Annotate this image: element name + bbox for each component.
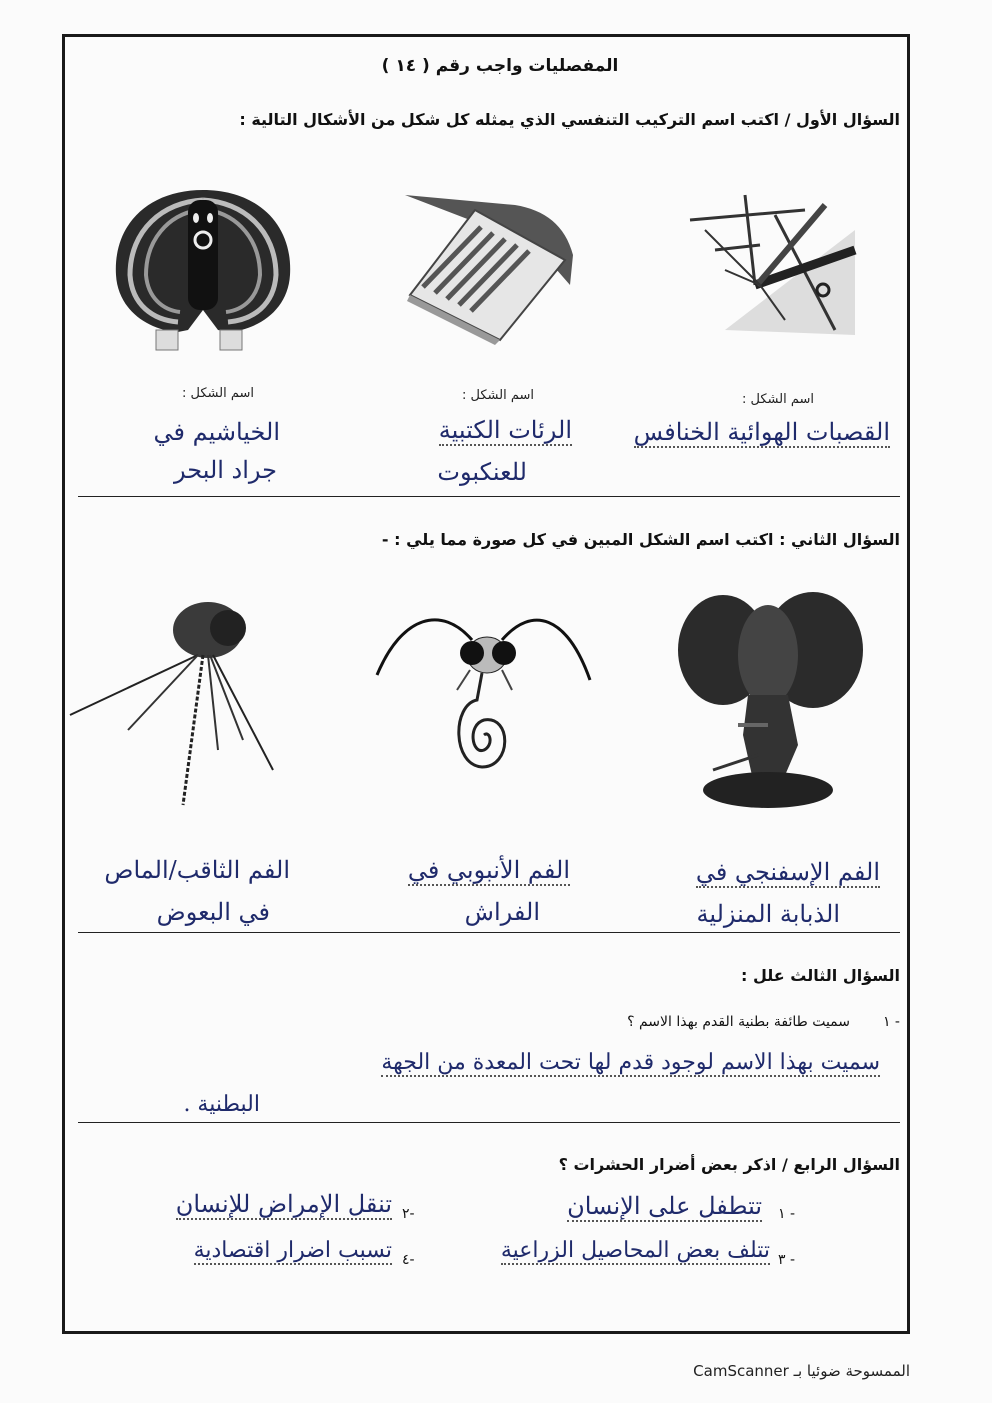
mosquito-mouth-figure xyxy=(68,600,280,815)
answer-housefly-line2: الذبابة المنزلية xyxy=(696,900,840,928)
tracheae-figure xyxy=(685,190,860,335)
answer-q4-2-number: ٢- xyxy=(402,1206,415,1222)
answer-q3-line1: سميت بهذا الاسم لوجود قدم لها تحت المعدة من الجهة xyxy=(381,1050,880,1075)
butterfly-mouth-figure xyxy=(372,595,594,775)
answer-q4-3-number: ٣ - xyxy=(778,1252,796,1268)
answer-q4-4: تسبب اضرار اقتصادية xyxy=(193,1238,392,1263)
answer-q4-1-number: ١ - xyxy=(778,1206,796,1222)
answer-housefly-line1: الفم الإسفنجي في xyxy=(695,858,880,886)
crayfish-gill-figure xyxy=(108,180,298,360)
answer-q4-4-number: ٤- xyxy=(402,1252,415,1268)
housefly-mouth-figure xyxy=(668,585,868,820)
answer-butterfly-line2: الفراش xyxy=(464,898,540,926)
answer-q4-1: تتطفل على الإنسان xyxy=(567,1192,762,1220)
divider-2 xyxy=(78,932,900,933)
question-3-item-text: سميت طائفة بطنية القدم بهذا الاسم ؟ xyxy=(627,1014,850,1030)
question-1-prompt: السؤال الأول / اكتب اسم التركيب التنفسي الذي يمثله كل شكل من الأشكال التالية : xyxy=(239,110,900,129)
answer-book-lung-line1: الرئات الكتبية xyxy=(438,416,572,444)
question-3-item-number: ١ - xyxy=(882,1014,900,1030)
answer-q3-line2: البطنية . xyxy=(183,1092,260,1117)
divider-3 xyxy=(78,1122,900,1123)
answer-mosquito-line1: الفم الثاقب/الماص xyxy=(104,856,290,884)
question-3-prompt: السؤال الثالث علل : xyxy=(741,966,900,985)
question-2-prompt: السؤال الثاني : اكتب اسم الشكل المبين في كل صورة مما يلي : - xyxy=(381,530,900,549)
figure-label-gills: اسم الشكل : xyxy=(182,386,254,401)
book-lung-figure xyxy=(395,185,580,345)
answer-tracheae: القصبات الهوائية الخنافس xyxy=(633,418,890,446)
answer-q4-2: تنقل الإمراض للإنسان xyxy=(175,1190,392,1218)
answer-gills-line1: الخياشيم في xyxy=(153,418,280,446)
answer-book-lung-line2: للعنكبوت xyxy=(437,458,527,486)
answer-mosquito-line2: في البعوض xyxy=(156,898,270,926)
camscanner-watermark: الممسوحة ضوئيا بـ CamScanner xyxy=(693,1362,910,1380)
page-title: المفصليات واجب رقم ( ١٤ ) xyxy=(381,56,619,76)
question-4-prompt: السؤال الرابع / اذكر بعض أضرار الحشرات ؟ xyxy=(558,1155,900,1174)
divider-1 xyxy=(78,496,900,497)
figure-label-book-lung: اسم الشكل : xyxy=(462,388,534,403)
answer-q4-3: تتلف بعض المحاصيل الزراعية xyxy=(500,1238,770,1263)
answer-gills-line2: جراد البحر xyxy=(173,456,277,484)
answer-butterfly-line1: الفم الأنبوبي في xyxy=(407,856,570,884)
figure-label-tracheae: اسم الشكل : xyxy=(742,392,814,407)
